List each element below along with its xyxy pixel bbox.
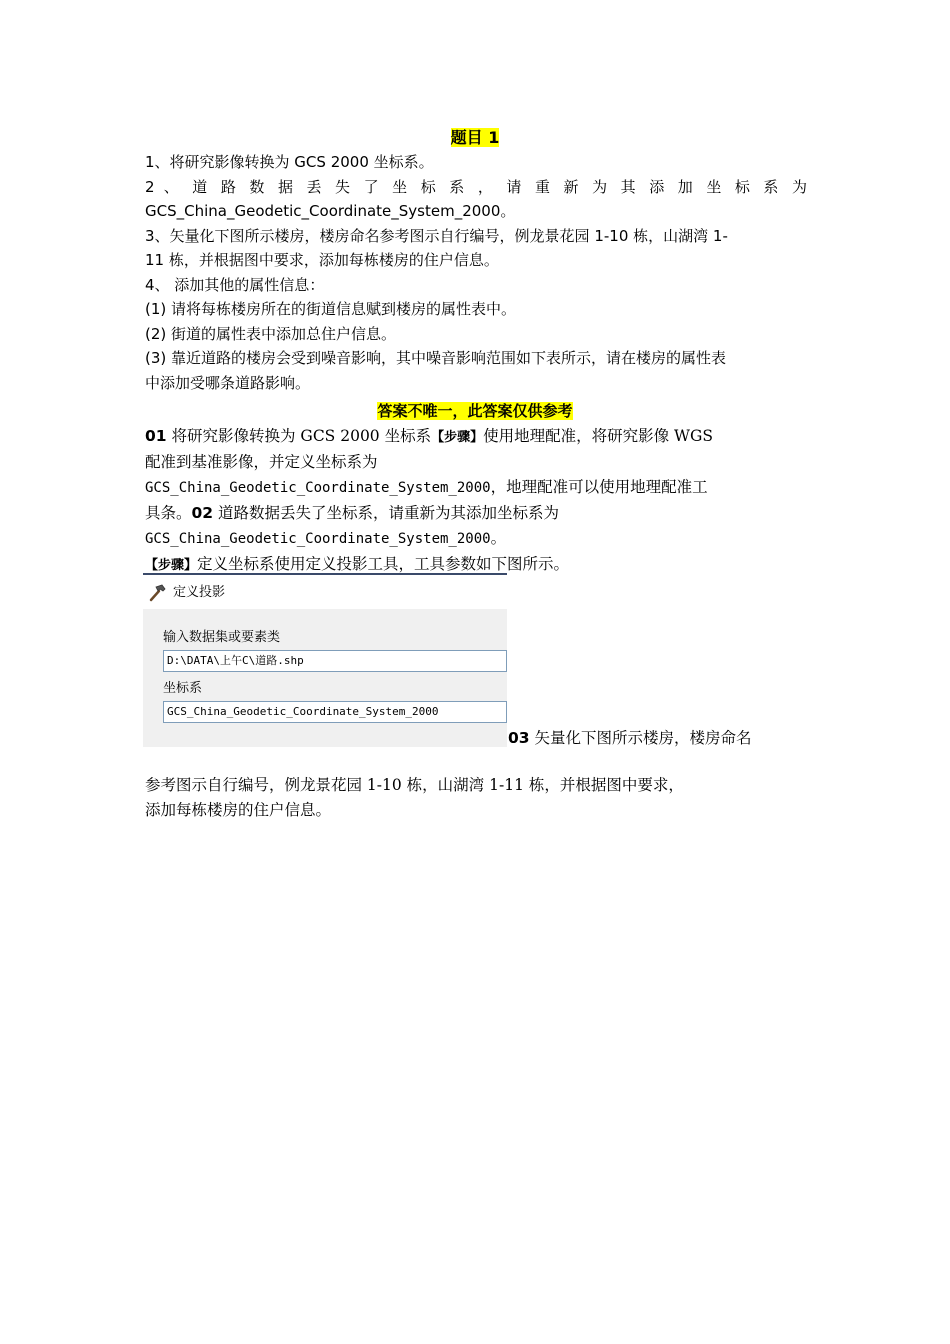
answer-2-crs-name: GCS_China_Geodetic_Coordinate_System_2000 (145, 531, 491, 547)
answer-heading-highlight: 答案不唯一，此答案仅供参考 (377, 402, 573, 420)
answer-3-line-3: 添加每栋楼房的住户信息。 (145, 801, 332, 819)
answer-2-line-2-end: 。 (490, 529, 507, 547)
question-2-line-2: GCS_China_Geodetic_Coordinate_System_2000。 (145, 202, 516, 220)
input-dataset-label: 输入数据集或要素类 (163, 630, 281, 645)
answer-3-continued (145, 773, 807, 823)
coordinate-system-field[interactable]: GCS_China_Geodetic_Coordinate_System_2000 (163, 701, 507, 723)
answer-heading (0, 400, 950, 422)
question-list (145, 150, 807, 395)
question-4-item-3-line-1: (3) 靠近道路的楼房会受到噪音影响，其中噪音影响范围如下表所示，请在楼房的属性表 (145, 349, 727, 367)
title-highlight: 题目 1 (450, 128, 500, 147)
answer-1-line-4-text: 具条。 (145, 504, 192, 522)
question-4: 4、 添加其他的属性信息： (145, 275, 325, 294)
answer-3-number: 03 (508, 729, 530, 747)
answer-2-line-2 (145, 526, 807, 552)
answer-3-line-2: 参考图示自行编号，例龙景花园 1-10 栋，山湖湾 1-11 栋，并根据图中要求， (145, 776, 684, 794)
question-3-line-2: 11 栋，并根据图中要求，添加每栋楼房的住户信息。 (145, 251, 499, 269)
answer-2-text: 道路数据丢失了坐标系，请重新为其添加坐标系为 (213, 504, 560, 522)
answer-1-line-3-text: ，地理配准可以使用地理配准工 (490, 478, 708, 496)
answer-1-line-2: 配准到基准影像，并定义坐标系为 (145, 453, 378, 471)
input-dataset-field[interactable]: D:\DATA\上午C\道路.shp (163, 650, 507, 672)
answer-section (145, 424, 807, 578)
coordinate-system-label: 坐标系 (163, 681, 203, 696)
answer-1-line-1 (145, 424, 807, 450)
hammer-icon (147, 583, 167, 603)
tool-name: 定义投影 (173, 585, 226, 600)
question-4-item-1: (1) 请将每栋楼房所在的街道信息赋到楼房的属性表中。 (145, 300, 517, 318)
answer-3-text: 矢量化下图所示楼房，楼房命名 (529, 729, 752, 747)
answer-1-step-label: 【步骤】 (431, 430, 484, 445)
answer-1-number: 01 (145, 427, 167, 445)
tool-header (143, 575, 507, 609)
page-title (0, 127, 950, 149)
question-4-item-2: (2) 街道的属性表中添加总住户信息。 (145, 324, 397, 343)
question-4-item-3-line-2: 中添加受哪条道路影响。 (145, 373, 311, 392)
question-1: 1、将研究影像转换为 GCS 2000 坐标系。 (145, 153, 434, 171)
answer-1-text: 将研究影像转换为 GCS 2000 坐标系 (166, 427, 432, 445)
define-projection-dialog (143, 573, 507, 747)
answer-1-crs-name: GCS_China_Geodetic_Coordinate_System_2000 (145, 480, 491, 496)
answer-1-step-text: 使用地理配准，将研究影像 WGS (483, 427, 713, 445)
answer-2-step-text: 定义坐标系使用定义投影工具，工具参数如下图所示。 (197, 555, 570, 573)
answer-2-number: 02 (191, 504, 214, 522)
answer-1-line-4 (145, 501, 807, 526)
question-3-line-1: 3、矢量化下图所示楼房，楼房命名参考图示自行编号，例龙景花园 1-10 栋，山湖湾 1- (145, 226, 728, 245)
question-2-line-1: 2 、 道 路 数 据 丢 失 了 坐 标 系 ， 请 重 新 为 其 添 加 坐 标 系 为 (145, 177, 807, 196)
answer-1-line-3 (145, 475, 807, 501)
answer-2-step-label: 【步骤】 (145, 558, 198, 573)
answer-3-line-1 (508, 726, 752, 751)
